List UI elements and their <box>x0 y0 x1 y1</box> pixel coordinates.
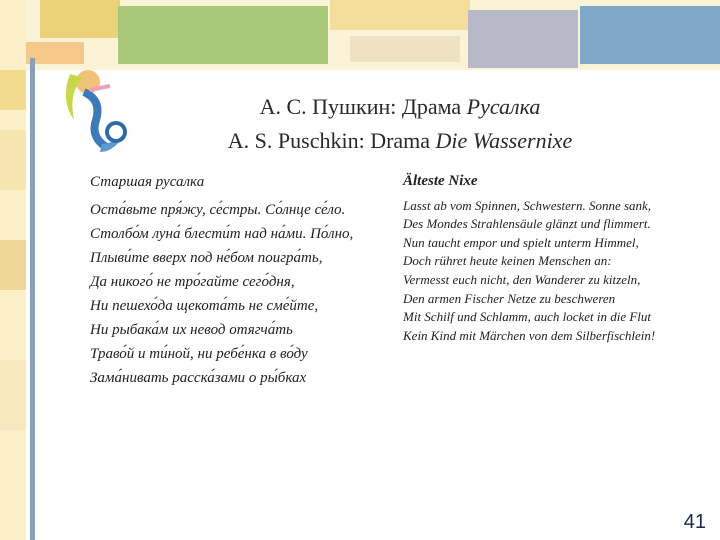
russian-heading: Старшая русалка <box>90 174 205 190</box>
russian-line: Ни рыбака́м их невод отягча́ть <box>90 322 293 338</box>
german-line: Nun taucht empor und spielt unterm Himmel, <box>403 234 639 250</box>
page-number: 41 <box>683 511 706 533</box>
russian-text-column <box>90 170 390 390</box>
decorative-sidebar <box>0 0 26 540</box>
german-line: Doch rühret heute keinen Menschen an: <box>403 253 612 269</box>
title-de-italic: Die Wassernixe <box>435 128 573 153</box>
russian-line: Плыви́те вверх под не́бом поигра́ть, <box>90 250 323 266</box>
german-text-column <box>403 172 693 345</box>
title-line-russian <box>120 90 680 124</box>
title-de-prefix: A. S. Puschkin: Drama <box>227 128 436 153</box>
german-heading: Älteste Nixe <box>403 173 478 189</box>
russian-line: Зама́нивать расска́зами о ры́бках <box>90 370 307 386</box>
slide-title <box>120 90 680 158</box>
german-line: Des Mondes Strahlensäule glänzt und flimmert. <box>403 216 651 232</box>
title-ru-italic: Русалка <box>466 94 541 119</box>
russian-line: Да никого́ не тро́гайте сего́дня, <box>90 274 295 290</box>
russian-line: Траво́й и ти́ной, ни ребе́нка в во́ду <box>90 346 308 362</box>
german-line: Den armen Fischer Netze zu beschweren <box>403 290 616 306</box>
german-line: Vermesst euch nicht, den Wanderer zu kitzeln, <box>403 271 641 287</box>
russian-line: Столбо́м луна́ блести́т над на́ми. По́лно, <box>90 226 354 242</box>
vertical-divider <box>30 58 35 540</box>
german-line: Kein Kind mit Märchen von dem Silberfischlein! <box>403 327 656 343</box>
title-line-german <box>120 124 680 158</box>
title-ru-prefix: А. С. Пушкин: Драма <box>259 94 467 119</box>
german-line: Lasst ab vom Spinnen, Schwestern. Sonne sank, <box>403 197 652 213</box>
russian-line: Оста́вьте пря́жу, се́стры. Со́лнце се́ло. <box>90 202 346 218</box>
german-line: Mit Schilf und Schlamm, auch locket in die Flut <box>403 309 652 325</box>
russian-line: Ни пешехо́да щекота́ть не сме́йте, <box>90 298 319 314</box>
